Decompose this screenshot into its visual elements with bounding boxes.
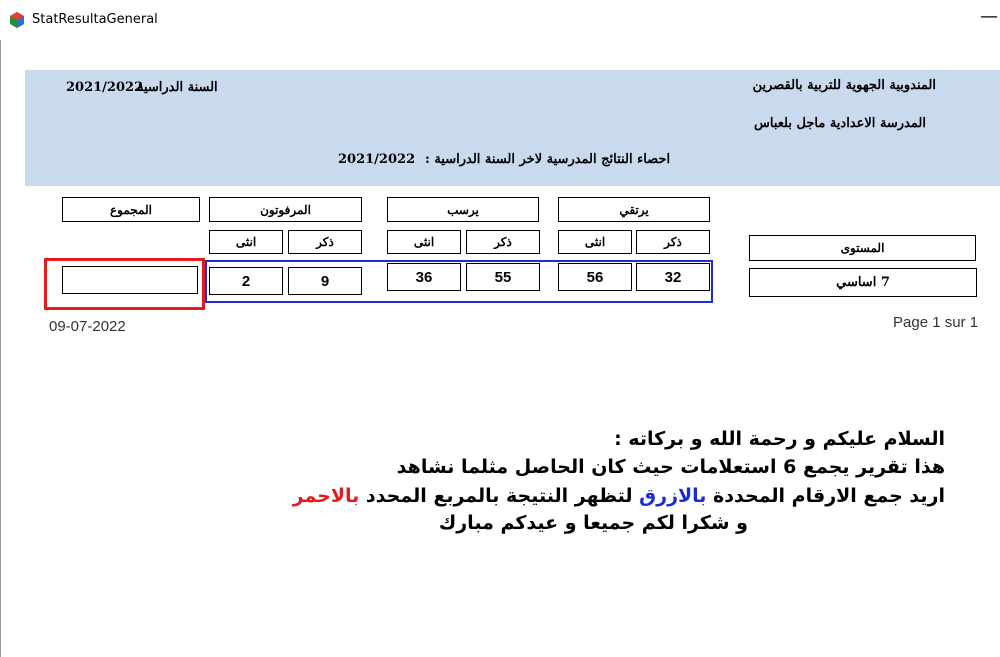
subheader-failed-female: انثى bbox=[209, 230, 283, 254]
app-icon bbox=[10, 12, 24, 28]
header-total: المجموع bbox=[62, 197, 200, 222]
window-left-border bbox=[0, 40, 1, 657]
school-year-value: 2021/2022 bbox=[66, 80, 144, 95]
value-pass-female: 56 bbox=[558, 263, 632, 291]
message-red-word: بالاحمر bbox=[292, 485, 360, 507]
subheader-pass-male: ذكر bbox=[636, 230, 710, 254]
subheader-repeat-male: ذكر bbox=[466, 230, 540, 254]
header-pass: يرتقي bbox=[558, 197, 710, 222]
red-highlight-frame bbox=[44, 258, 205, 310]
message-line-3 bbox=[293, 485, 945, 507]
message-line-1: السلام عليكم و رحمة الله و بركاته : bbox=[614, 428, 945, 450]
blue-highlight-frame bbox=[205, 260, 713, 303]
value-failed-male: 9 bbox=[288, 267, 362, 295]
window-title: StatResultaGeneral bbox=[32, 12, 158, 27]
subheader-pass-female: انثى bbox=[558, 230, 632, 254]
school-year-label: السنة الدراسية bbox=[137, 80, 218, 95]
message-line-2: هذا تقرير يجمع 6 استعلامات حيث كان الحاصل مثلما نشاهد bbox=[396, 456, 945, 478]
report-date: 09-07-2022 bbox=[49, 318, 126, 335]
value-pass-male: 32 bbox=[636, 263, 710, 291]
page-indicator: Page 1 sur 1 bbox=[893, 314, 979, 331]
message-line-4: و شكرا لكم جميعا و عيدكم مبارك bbox=[438, 512, 748, 534]
message-blue-word: بالازرق bbox=[639, 485, 707, 507]
value-failed-female: 2 bbox=[209, 267, 283, 295]
value-repeat-female: 36 bbox=[387, 263, 461, 291]
header-failed: المرفوتون bbox=[209, 197, 362, 222]
region-name: المندوبية الجهوية للتربية بالقصرين bbox=[752, 78, 936, 93]
message-line-3-part-b: لتظهر النتيجة بالمربع المحدد bbox=[359, 485, 640, 507]
header-repeat: يرسب bbox=[387, 197, 539, 222]
minimize-icon[interactable]: — bbox=[980, 6, 998, 27]
report-year: 2021/2022 bbox=[338, 152, 416, 167]
report-title: احصاء النتائج المدرسية لاخر السنة الدراسية : bbox=[425, 152, 671, 167]
subheader-failed-male: ذكر bbox=[288, 230, 362, 254]
school-name: المدرسة الاعدادية ماجل بلعباس bbox=[754, 116, 926, 131]
subheader-repeat-female: انثى bbox=[387, 230, 461, 254]
value-repeat-male: 55 bbox=[466, 263, 540, 291]
level-value: 7 اساسي bbox=[749, 268, 977, 297]
level-header: المستوى bbox=[749, 235, 976, 261]
message-line-3-part-a: اريد جمع الارقام المحددة bbox=[706, 485, 945, 507]
